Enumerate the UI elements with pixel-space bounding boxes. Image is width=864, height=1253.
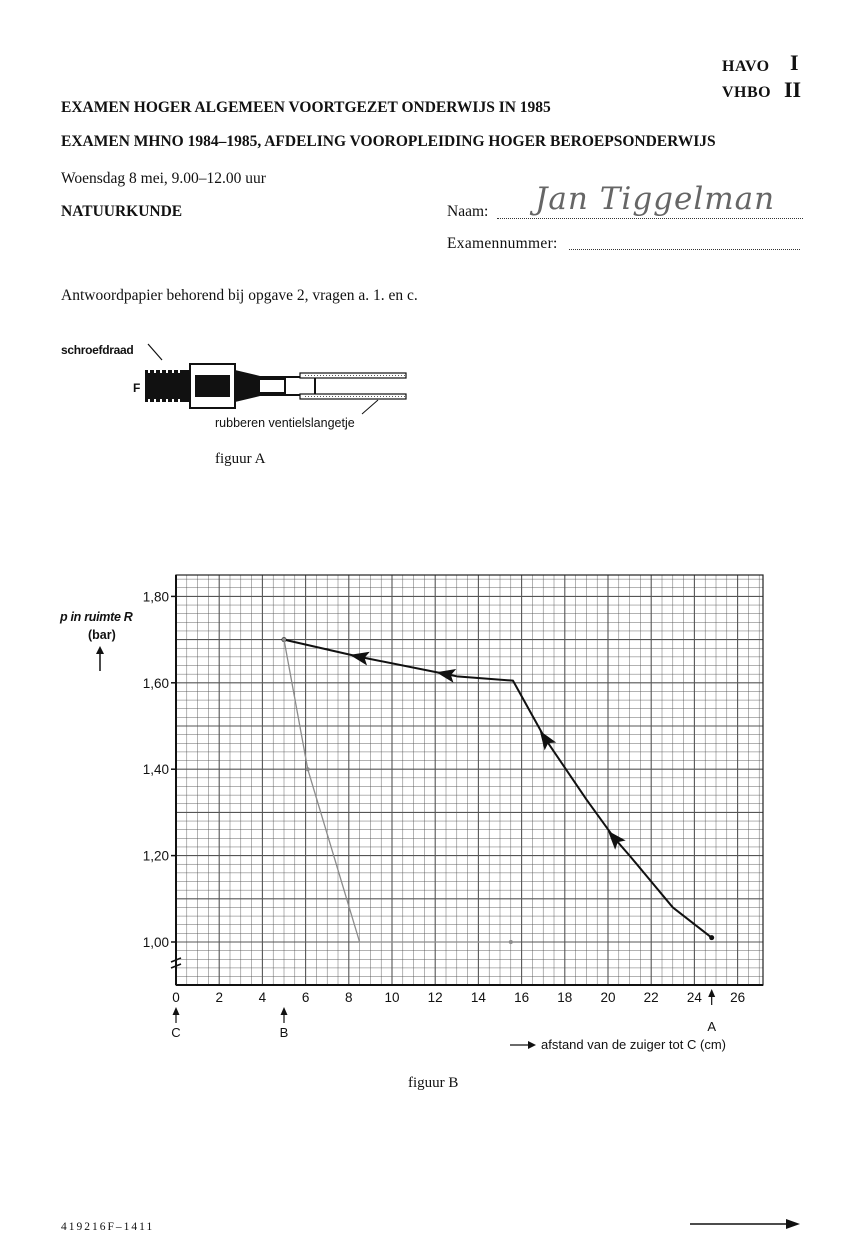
marker-arrowhead [708, 989, 715, 997]
direction-arrow [534, 727, 556, 751]
data-point [282, 638, 286, 642]
name-handwriting: Jan Tiggelman [535, 181, 776, 217]
y-tick-label: 1,80 [142, 589, 169, 605]
x-tick-label: 14 [470, 990, 486, 1005]
chart-grid [176, 575, 763, 985]
x-tick-label: 16 [514, 990, 530, 1005]
exam-title-line2: EXAMEN MHNO 1984–1985, AFDELING VOOROPLEIDING HOGER BEROEPSONDERWIJS [61, 133, 716, 150]
caption-figuur-a: figuur A [215, 451, 266, 467]
level-havo-number: I [790, 50, 799, 75]
data-point [306, 767, 310, 771]
x-tick-label: 18 [557, 990, 573, 1005]
name-line [497, 218, 803, 219]
level-vhbo: VHBO [722, 84, 772, 101]
marker-label-b: B [279, 1025, 289, 1040]
y-tick-label: 1,40 [142, 762, 169, 778]
next-page-arrow-icon [690, 1216, 802, 1232]
x-tick-label: 24 [686, 990, 702, 1005]
examennummer-label: Examennummer: [447, 235, 558, 252]
x-tick-label: 12 [427, 990, 443, 1005]
exam-date: Woensdag 8 mei, 9.00–12.00 uur [61, 170, 266, 187]
marker-label-a: A [707, 1019, 717, 1034]
x-tick-label: 20 [600, 990, 616, 1005]
x-tick-label: 4 [258, 990, 267, 1005]
x-tick-label: 10 [384, 990, 400, 1005]
name-label: Naam: [447, 203, 489, 220]
series-line-pencil [284, 640, 511, 942]
y-axis-unit: (bar) [88, 628, 116, 642]
x-axis-label: afstand van de zuiger tot C (cm) [541, 1037, 726, 1052]
exam-title-line1: EXAMEN HOGER ALGEMEEN VOORTGEZET ONDERWIJS IN 1985 [61, 99, 551, 116]
label-ventielslangetje: rubberen ventielslangetje [215, 416, 355, 430]
level-vhbo-number: II [784, 77, 802, 102]
level-havo: HAVO [722, 58, 770, 75]
y-tick-label: 1,60 [142, 675, 169, 691]
x-tick-label: 6 [301, 990, 310, 1005]
caption-figuur-b: figuur B [408, 1075, 459, 1091]
marker-label-c: C [171, 1025, 181, 1040]
exam-subject: NATUURKUNDE [61, 203, 183, 220]
label-schroefdraad: schroefdraad [61, 343, 134, 357]
label-f: F [133, 381, 141, 395]
chart-axes [171, 575, 763, 1023]
marker-arrowhead [281, 1007, 288, 1015]
data-point [709, 935, 714, 940]
x-tick-label: 0 [172, 990, 180, 1005]
x-axis-right-arrow-icon [508, 1039, 538, 1051]
series-line-ink [284, 640, 712, 938]
valve-drawing [140, 340, 415, 420]
footer-code: 419216F–1411 [61, 1221, 155, 1233]
x-tick-label: 22 [643, 990, 659, 1005]
y-tick-label: 1,20 [142, 848, 169, 864]
x-tick-label: 26 [730, 990, 746, 1005]
intro-text: Antwoordpapier behorend bij opgave 2, vragen a. 1. en c. [61, 287, 418, 304]
pressure-chart [0, 560, 864, 1060]
marker-arrowhead [173, 1007, 180, 1015]
y-axis-label: p in ruimte R [60, 610, 133, 624]
data-point [509, 940, 513, 944]
x-tick-label: 8 [345, 990, 353, 1005]
y-tick-label: 1,00 [142, 935, 169, 950]
examennummer-line [569, 249, 800, 250]
x-tick-label: 2 [215, 990, 223, 1005]
